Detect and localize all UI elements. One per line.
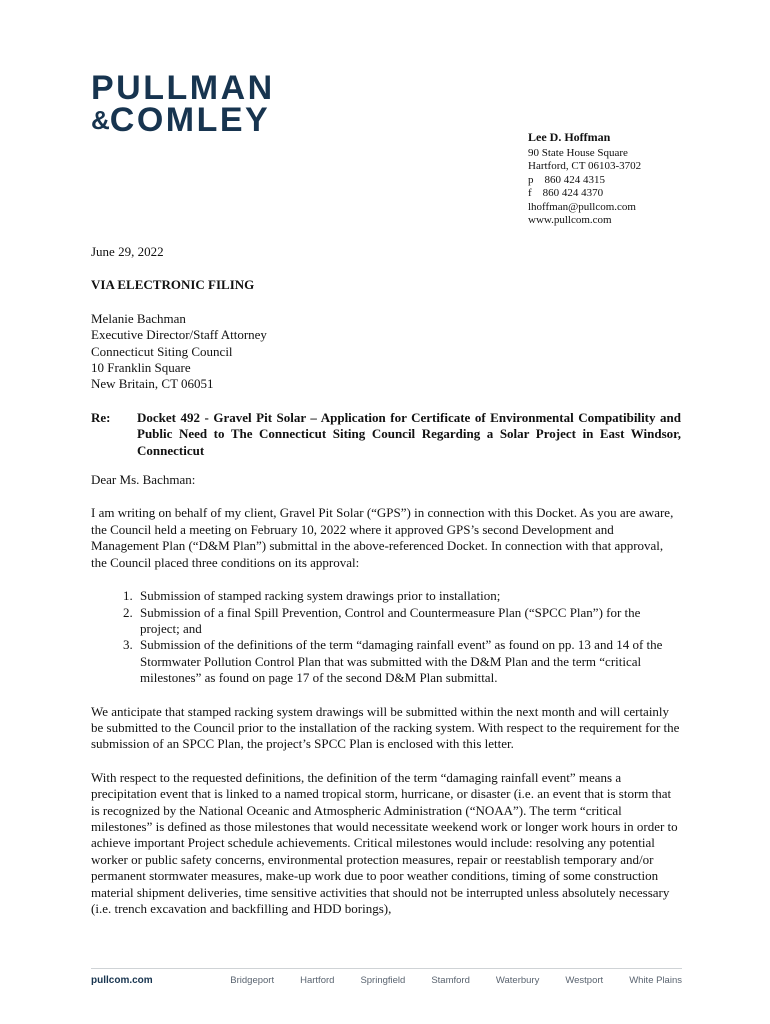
recipient-line: 10 Franklin Square [91,360,191,376]
sender-block [528,131,641,228]
page-footer [91,968,682,986]
footer-website[interactable]: pullcom.com [91,975,153,986]
sender-address-2: Hartford, CT 06103-3702 [528,160,642,172]
letter-body [91,244,681,934]
paragraph-1: I am writing on behalf of my client, Gravel Pit Solar (“GPS”) in connection with this Docket. As you are aware, the Council held a meeting on February 10, 2022 where it approved GPS’s second Development and Management Plan (“D&M Plan”) submittal in the above-referenced Docket. In connection with that approval, the Council placed three conditions on its approval: [91,505,674,570]
footer-office: White Plains [629,975,682,986]
subject-text: Docket 492 - Gravel Pit Solar – Application for Certificate of Environmental Compatibility and Public Need to The Connecticut Siting Council Regarding a Solar Project in East Windsor, Connecticut [137,409,681,458]
recipient-address [91,311,681,393]
recipient-line: Executive Director/Staff Attorney [91,327,267,343]
footer-office: Springfield [360,975,406,986]
conditions-list [91,588,681,686]
recipient-line: Melanie Bachman [91,310,186,326]
subject-line [91,410,681,459]
subject-label: Re: [91,409,111,425]
salutation: Dear Ms. Bachman: [91,472,196,488]
delivery-method: VIA ELECTRONIC FILING [91,277,255,293]
footer-office: Stamford [431,975,470,986]
sender-address-1: 90 State House Square [528,146,628,159]
condition-item: 2. Submission of a final Spill Prevention, Control and Countermeasure Plan (“SPCC Plan”) for the project; and [136,605,681,638]
logo-line-2 [91,101,275,139]
footer-office-list [204,975,682,986]
sender-email[interactable]: lhoffman@pullcom.com [528,200,636,213]
paragraph-3: With respect to the requested definitions, the definition of the term “damaging rainfall event” means a precipitation event that is linked to a named tropical storm, hurricane, or disaster (i.e. an event that is storm that is recognized by the National Oceanic and Atmospheric Administration (“NOAA”). The term “critical milestones” is defined as those milestones that would necessitate weekend work or longer work hours in order to achieve important Project schedule achievements. Critical milestones would include: resolving any potential worker or public safety concerns, environmental protection measures, repair or reestablish temporary and/or permanent stormwater measures, make-up work due to poor weather conditions, timing of some construction material shipment deliveries, time sensitive activities that should not be interrupted unless absolutely necessary (i.e. trench excavation and backfilling and HDD borings), [91,769,678,916]
paragraph-2: We anticipate that stamped racking system drawings will be submitted within the next month and will certainly be submitted to the Council prior to the installation of the racking system. With respect to the requirement for the submission of an SPCC Plan, the project’s SPCC Plan is enclosed with this letter. [91,703,680,752]
footer-office: Bridgeport [230,975,275,986]
recipient-line: New Britain, CT 06051 [91,376,214,392]
logo-line-2-text: COMLEY [109,101,271,139]
sender-web[interactable]: www.pullcom.com [528,214,612,226]
footer-office: Westport [565,975,604,986]
condition-item: 1. Submission of stamped racking system drawings prior to installation; [136,588,681,604]
recipient-line: Connecticut Siting Council [91,343,233,359]
footer-office: Hartford [300,975,335,986]
firm-logo [91,69,275,139]
sender-name: Lee D. Hoffman [528,130,611,144]
letter-date: June 29, 2022 [91,244,164,259]
sender-fax: f 860 424 4370 [528,187,604,199]
footer-office: Waterbury [495,975,540,986]
logo-ampersand: & [91,105,110,135]
sender-phone: p 860 424 4315 [528,173,605,186]
condition-item: 3. Submission of the definitions of the term “damaging rainfall event” as found on pp. 13 and 14 of the Stormwater Pollution Control Plan that was submitted with the D&M Plan and the term “critical milestones” as found on page 17 of the second D&M Plan submittal. [136,637,681,686]
logo-line-1: PULLMAN [91,69,275,107]
